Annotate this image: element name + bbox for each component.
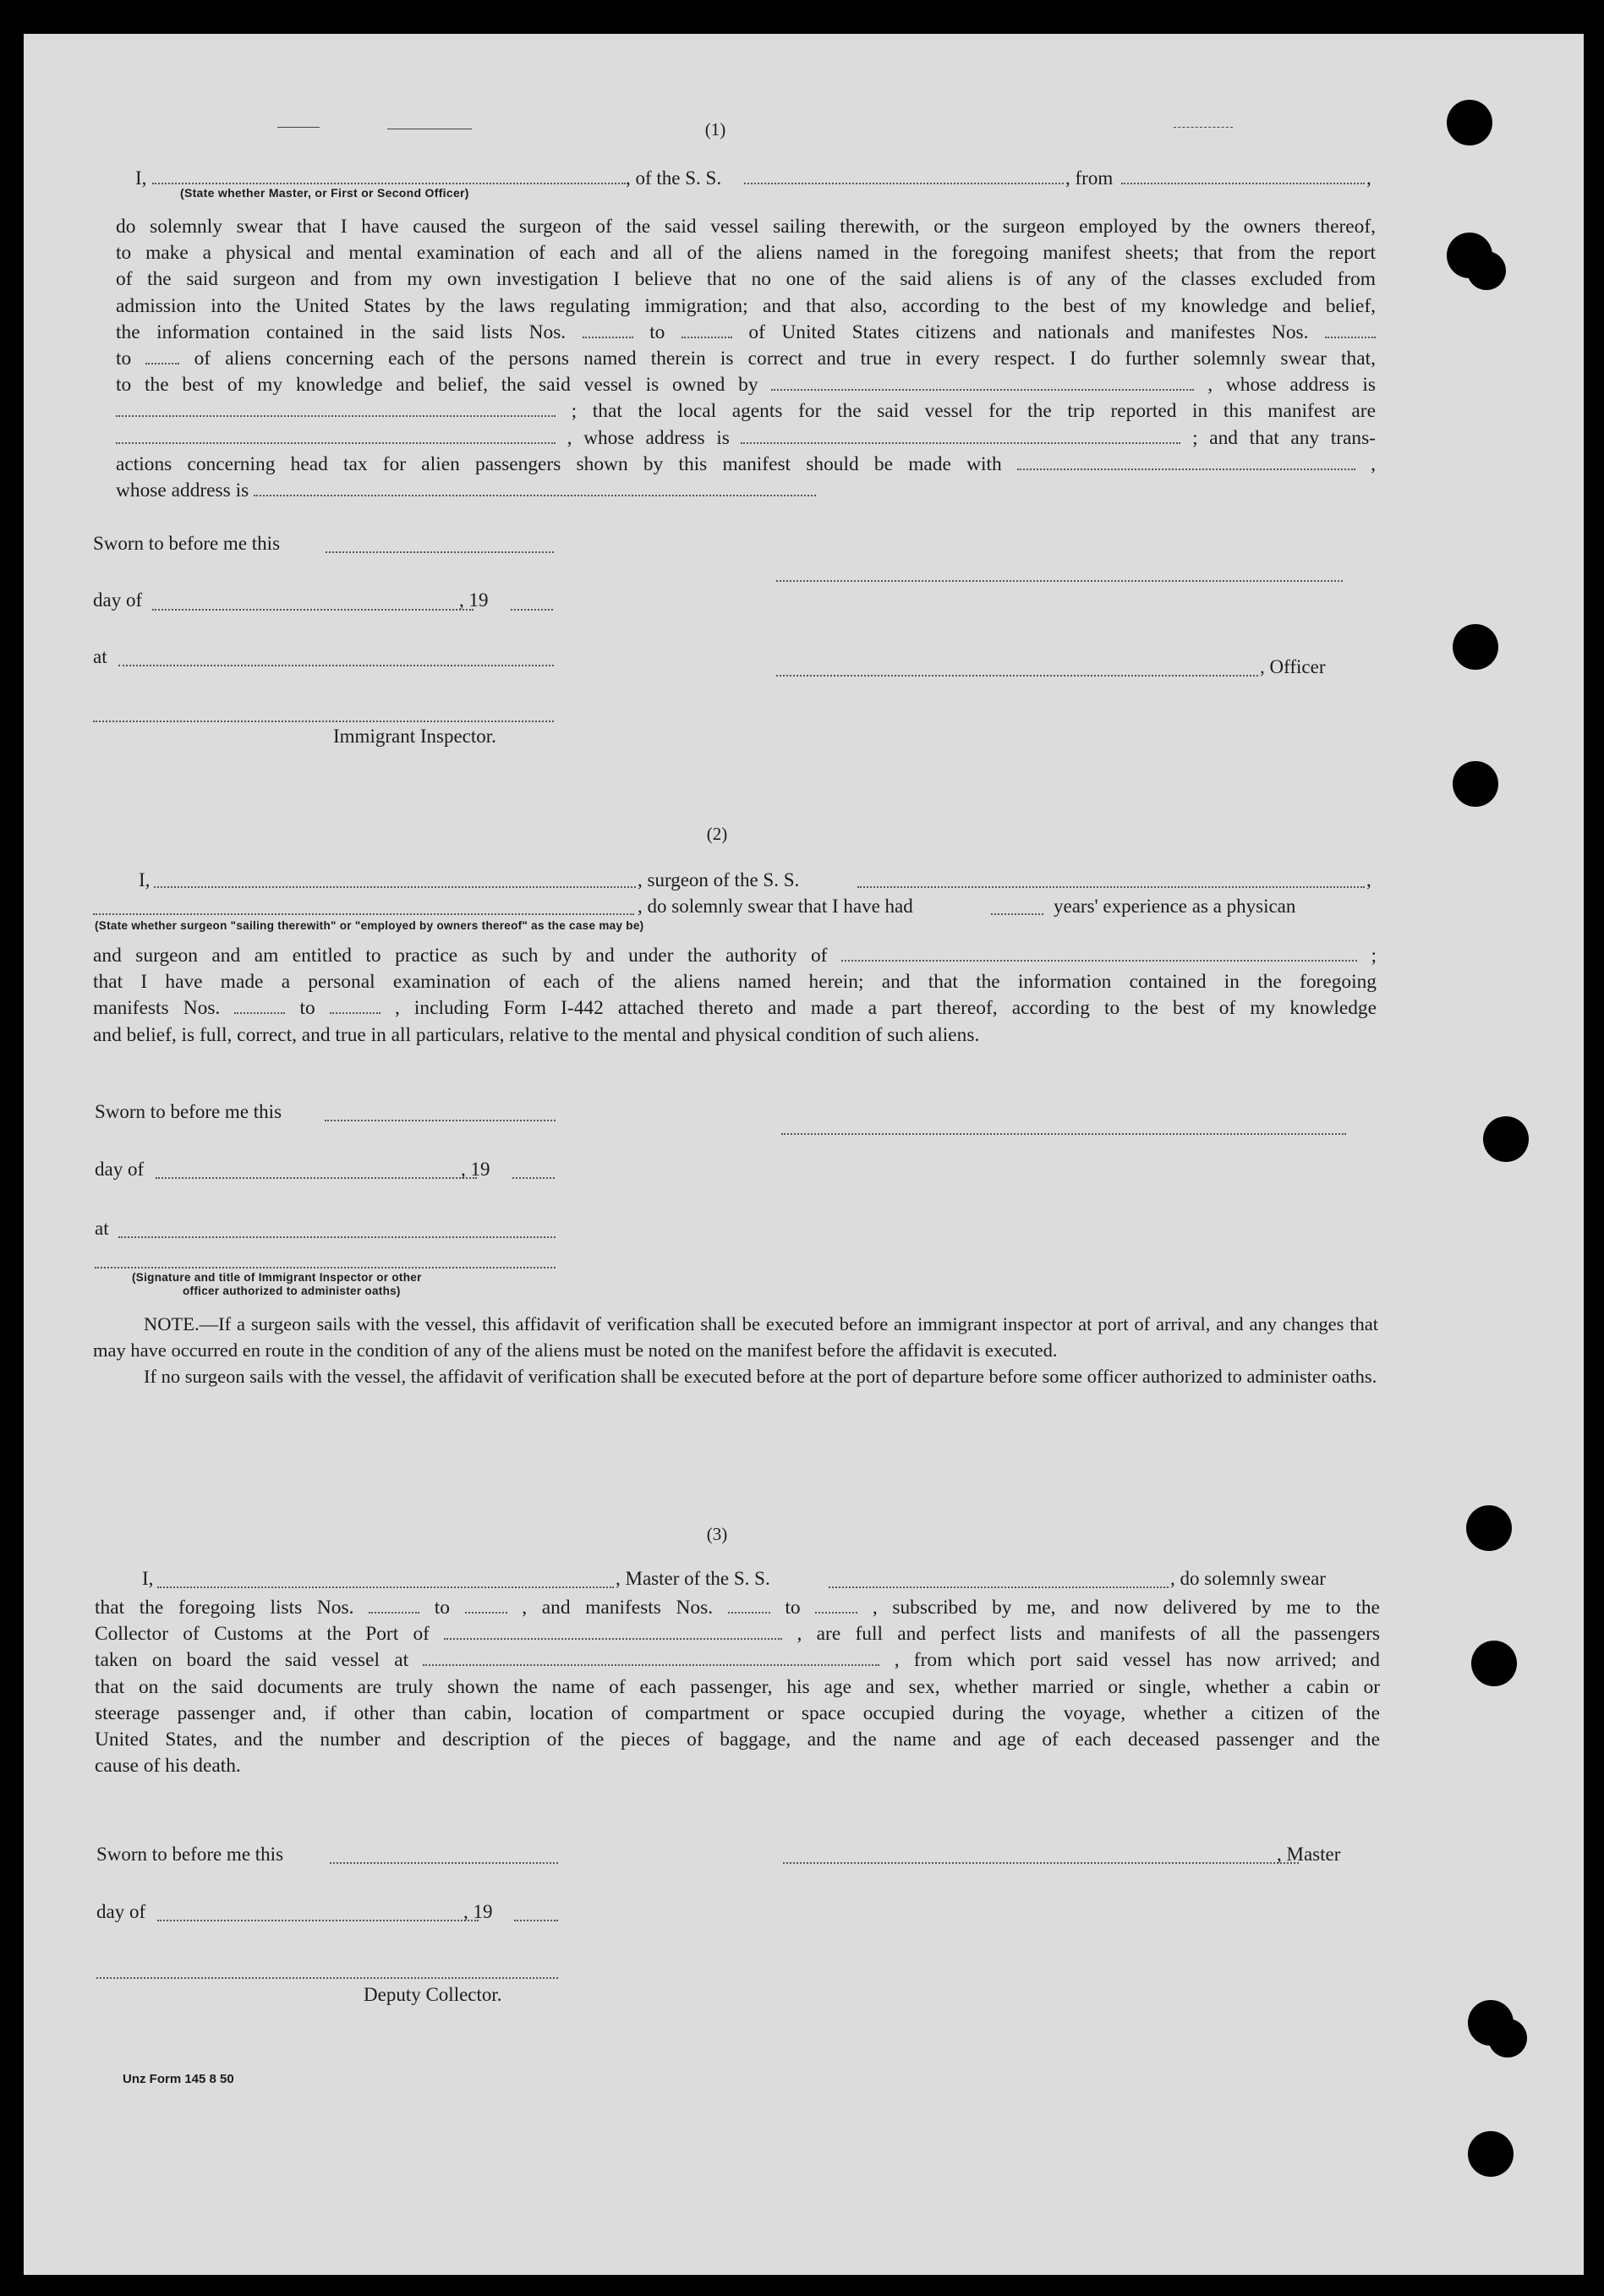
s2-authority-label: and surgeon and am entitled to practice as such by and under the authority of	[93, 945, 828, 967]
s3-subscribed-text: , subscribed by me, and now delivered by me to the	[872, 1597, 1380, 1619]
s3-master-of-label: , Master of the S. S.	[616, 1568, 770, 1589]
s1-body	[116, 214, 1376, 504]
s2-manifests-line	[93, 995, 1377, 1022]
punch-hole-3	[1453, 624, 1498, 670]
form-id: Unz Form 145 8 50	[123, 2072, 234, 2086]
top-rule-left	[277, 127, 320, 128]
s2-manifests-to-field[interactable]	[330, 997, 380, 1014]
s1-sworn-field[interactable]	[326, 551, 554, 553]
section-2-number: (2)	[706, 824, 728, 844]
s1-of-ss-label: , of the S. S.	[626, 167, 722, 189]
s3-port-line	[95, 1621, 1380, 1647]
top-rule-right	[1174, 127, 1233, 128]
s2-sworn-field[interactable]	[325, 1120, 556, 1121]
s1-headtax-label: actions concerning head tax for alien passengers shown by this manifest should be made with	[116, 452, 1002, 475]
s2-year-label: , 19	[461, 1159, 490, 1180]
s1-agents-field[interactable]	[116, 427, 556, 444]
s1-comma: ,	[1366, 167, 1371, 189]
s1-aliens-text: of aliens concerning each of the persons named therein is correct and true in every respect. I do further solemnly swear that,	[194, 348, 1376, 370]
s3-day-field[interactable]	[157, 1920, 479, 1921]
s1-signature-field[interactable]	[776, 580, 1343, 582]
s3-manifests-to-field[interactable]	[815, 1597, 857, 1614]
s1-body-line-lists	[116, 320, 1376, 346]
s2-sworn-label: Sworn to before me this	[95, 1101, 282, 1122]
s1-owned-by-label: to the best of my knowledge and belief, the said vessel is owned by	[116, 374, 758, 397]
s1-owner-address-field[interactable]	[116, 400, 556, 417]
s3-deputy-sig-field[interactable]	[96, 1977, 558, 1979]
s1-body-line-headtax	[116, 452, 1376, 478]
s3-sworn-field[interactable]	[330, 1862, 558, 1864]
s3-master-sig-field[interactable]	[783, 1862, 1299, 1864]
s2-day-label: day of	[95, 1159, 145, 1180]
s2-body	[93, 943, 1377, 1049]
s1-lists-from-field[interactable]	[583, 321, 633, 338]
s3-i-label: I,	[142, 1568, 154, 1589]
s3-to-label-2: to	[785, 1597, 801, 1619]
s3-taken-line	[95, 1647, 1380, 1674]
s2-vessel-field[interactable]	[857, 886, 1365, 888]
punch-hole-4	[1453, 761, 1498, 807]
s2-note	[93, 1311, 1378, 1389]
s1-officer-field[interactable]	[776, 675, 1258, 677]
s1-whose-label: whose address is	[116, 479, 249, 502]
s3-to-label: to	[434, 1597, 450, 1619]
s1-to-label-2: to	[116, 348, 132, 370]
s3-lists-text: , are full and perfect lists and manifests of all the passengers	[797, 1623, 1380, 1646]
s1-whose-address-field[interactable]	[254, 479, 816, 496]
s3-lists-line	[95, 1595, 1380, 1621]
s1-body-line-owner	[116, 372, 1376, 398]
s1-role-note: (State whether Master, or First or Second Officer)	[180, 186, 469, 200]
s1-address-label: , whose address is	[1207, 374, 1376, 397]
s2-surgeon-of-label: , surgeon of the S. S.	[638, 869, 800, 890]
s1-body-line: to make a physical and mental examination of each and all of the aliens named in the foregoing manifest sheets; that from the report	[116, 242, 1376, 265]
s1-inspector-label: Immigrant Inspector.	[333, 726, 496, 747]
s3-swear-label: , do solemnly swear	[1170, 1568, 1326, 1589]
s2-years-label: years' experience as a physican	[1054, 896, 1296, 917]
s2-note-para-1: NOTE.—If a surgeon sails with the vessel, this affidavit of verification shall be executed before an immigrant inspector at port of arrival, and any changes that may have occurred en route in the condition of any of the aliens must be noted on the manifest before the affidavit is executed.	[93, 1313, 1378, 1361]
form-page	[24, 34, 1584, 2275]
s1-day-field[interactable]	[152, 609, 474, 611]
s1-body-line-aliens	[116, 346, 1376, 372]
s1-from-label: , from	[1065, 167, 1114, 189]
s1-manifests-from-field[interactable]	[1325, 321, 1376, 338]
s2-years-field[interactable]	[991, 913, 1043, 915]
s1-name-field[interactable]	[152, 183, 626, 184]
s3-port-field[interactable]	[444, 1623, 782, 1640]
s1-year-field[interactable]	[511, 609, 553, 611]
s2-swear-label: , do solemnly swear that I have had	[638, 896, 913, 917]
s3-port-label: Collector of Customs at the Port of	[95, 1623, 430, 1646]
s1-year-label: , 19	[459, 589, 489, 611]
s1-vessel-field[interactable]	[744, 183, 1064, 184]
s3-name-field[interactable]	[157, 1586, 614, 1588]
s3-manifests-from-field[interactable]	[728, 1597, 770, 1614]
punch-hole-9	[1468, 2131, 1514, 2177]
section-1-number: (1)	[704, 119, 726, 140]
s3-lists-from-field[interactable]	[369, 1597, 419, 1614]
s1-body-line-agents	[116, 398, 1376, 425]
s1-i-label: I,	[135, 167, 147, 189]
s2-form-text: , including Form I-442 attached thereto and made a part thereof, according to the best of my knowledge	[394, 997, 1377, 1020]
s1-inspector-sig-field[interactable]	[93, 721, 554, 722]
s1-agent-address-field[interactable]	[741, 427, 1180, 444]
s3-taken-field[interactable]	[423, 1649, 879, 1666]
punch-hole-1	[1447, 100, 1492, 145]
punch-hole-2	[1447, 233, 1492, 278]
s3-lists-to-field[interactable]	[465, 1597, 507, 1614]
s2-capacity-field[interactable]	[93, 913, 634, 915]
s1-manifests-to-field[interactable]	[145, 348, 179, 364]
s2-note-para-2: If no surgeon sails with the vessel, the affidavit of verification shall be executed before at the port of departure before some officer authorized to administer oaths.	[144, 1366, 1377, 1387]
s1-from-field[interactable]	[1121, 183, 1365, 184]
s3-day-label: day of	[96, 1901, 146, 1922]
s3-body	[95, 1595, 1380, 1779]
s2-i-label: I,	[139, 869, 151, 890]
s3-manifests-label: , and manifests Nos.	[522, 1597, 714, 1619]
s1-owner-field[interactable]	[771, 374, 1194, 391]
s2-body-line: and belief, is full, correct, and true in all particulars, relative to the mental and physical condition of such aliens.	[93, 1023, 980, 1046]
s1-trans-label: ; and that any trans-	[1192, 426, 1376, 449]
s3-master-label: , Master	[1277, 1844, 1341, 1865]
s1-lists-to-field[interactable]	[682, 321, 732, 338]
s3-year-label: , 19	[463, 1901, 493, 1922]
s3-year-field[interactable]	[514, 1920, 558, 1921]
s3-deputy-label: Deputy Collector.	[364, 1984, 502, 2005]
s2-sig-note-2: officer authorized to administer oaths)	[183, 1285, 401, 1297]
s3-taken-label: taken on board the said vessel at	[95, 1649, 409, 1672]
punch-hole-5	[1483, 1116, 1529, 1162]
s1-at-label: at	[93, 646, 107, 667]
s2-inspector-sig-field[interactable]	[95, 1267, 556, 1269]
s1-to-label: to	[649, 321, 665, 343]
s1-at-field[interactable]	[118, 665, 554, 666]
punch-hole-6	[1466, 1505, 1512, 1551]
s1-body-line-whose	[116, 478, 1376, 504]
s2-to-label: to	[299, 997, 315, 1020]
s1-agent-address-label: , whose address is	[567, 426, 730, 449]
s1-citizens-label: of United States citizens and nationals and manifestes Nos.	[748, 321, 1309, 343]
s2-at-label: at	[95, 1218, 109, 1239]
s1-lists-label: the information contained in the said lists Nos.	[116, 321, 567, 343]
s1-officer-label: , Officer	[1260, 656, 1326, 677]
punch-hole-8	[1468, 2000, 1514, 2046]
s3-body-line: steerage passenger and, if other than cabin, location of compartment or space occupied during the voyage, whether a citizen of the	[95, 1701, 1380, 1724]
s2-semicolon: ;	[1371, 945, 1377, 967]
s2-day-field[interactable]	[156, 1177, 477, 1179]
s2-capacity-note: (State whether surgeon "sailing therewith" or "employed by owners thereof" as the case may be)	[95, 919, 644, 932]
s2-body-line: that I have made a personal examination of each of the aliens named herein; and that the information contained in the foregoing	[93, 971, 1377, 994]
punch-hole-7	[1471, 1641, 1517, 1686]
s2-authority-field[interactable]	[841, 945, 1357, 962]
s1-body-line: do solemnly swear that I have caused the surgeon of the said vessel sailing therewith, or the surgeon employed by the owners thereof,	[116, 216, 1376, 238]
s1-day-label: day of	[93, 589, 143, 611]
s2-comma: ,	[1366, 869, 1371, 890]
s2-manifests-label: manifests Nos.	[93, 997, 221, 1020]
s1-headtax-field[interactable]	[1017, 453, 1355, 470]
s1-headtax-comma: ,	[1371, 452, 1376, 475]
s2-authority-line	[93, 943, 1377, 969]
s2-sig-note-1: (Signature and title of Immigrant Inspector or other	[132, 1271, 422, 1284]
s1-body-line-agent-address	[116, 425, 1376, 452]
s1-sworn-label: Sworn to before me this	[93, 533, 281, 554]
s3-lists-label: that the foregoing lists Nos.	[95, 1597, 354, 1619]
s3-arrived-text: , from which port said vessel has now arrived; and	[894, 1649, 1380, 1672]
s3-body-line: United States, and the number and description of the pieces of baggage, and the name and age of each deceased passenger and the	[95, 1729, 1380, 1751]
s1-body-line: admission into the United States by the laws regulating immigration; and that also, according to the best of my knowledge and belief,	[116, 294, 1376, 317]
s2-name-field[interactable]	[154, 886, 636, 888]
s1-body-line: of the said surgeon and from my own investigation I believe that no one of the said aliens is of any of the classes excluded from	[116, 268, 1376, 291]
s2-year-field[interactable]	[512, 1177, 555, 1179]
s1-agents-label: ; that the local agents for the said vessel for the trip reported in this manifest are	[571, 400, 1376, 423]
s3-vessel-field[interactable]	[829, 1586, 1169, 1588]
s2-manifests-from-field[interactable]	[234, 997, 285, 1014]
s3-body-line: cause of his death.	[95, 1755, 241, 1778]
s2-at-field[interactable]	[118, 1236, 556, 1238]
s3-body-line: that on the said documents are truly shown the name of each passenger, his age and sex, whether married or single, whether a cabin or	[95, 1675, 1380, 1698]
section-3-number: (3)	[706, 1524, 728, 1544]
s2-signature-field[interactable]	[781, 1133, 1346, 1135]
s3-sworn-label: Sworn to before me this	[96, 1844, 284, 1865]
